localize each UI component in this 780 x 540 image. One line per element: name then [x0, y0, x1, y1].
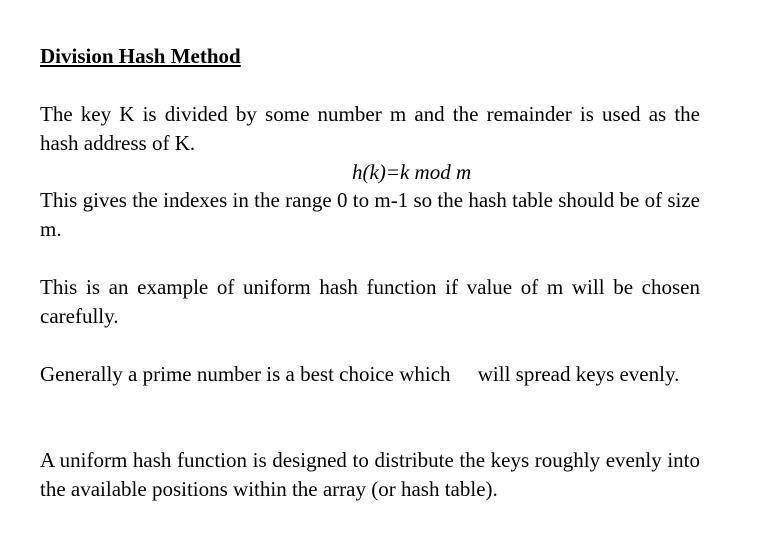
paragraph-prime-choice-part-2: will spread keys evenly. — [477, 362, 680, 386]
paragraph-prime-choice — [40, 360, 700, 389]
paragraph-uniform-definition: A uniform hash function is designed to distribute the keys roughly evenly into the available positions within the array (or hash table). — [40, 448, 700, 501]
paragraph-index-range: This gives the indexes in the range 0 to m-1 so the hash table should be of size m. — [40, 188, 700, 241]
hash-formula: h(k)=k mod m — [352, 160, 472, 184]
paragraph-uniform-example: This is an example of uniform hash function if value of m will be chosen carefully. — [40, 275, 700, 328]
document-title: Division Hash Method — [40, 44, 241, 68]
paragraph-key-division: The key K is divided by some number m and the remainder is used as the hash address of K. — [40, 102, 700, 155]
paragraph-prime-choice-part-1: Generally a prime number is a best choice which — [40, 362, 451, 386]
